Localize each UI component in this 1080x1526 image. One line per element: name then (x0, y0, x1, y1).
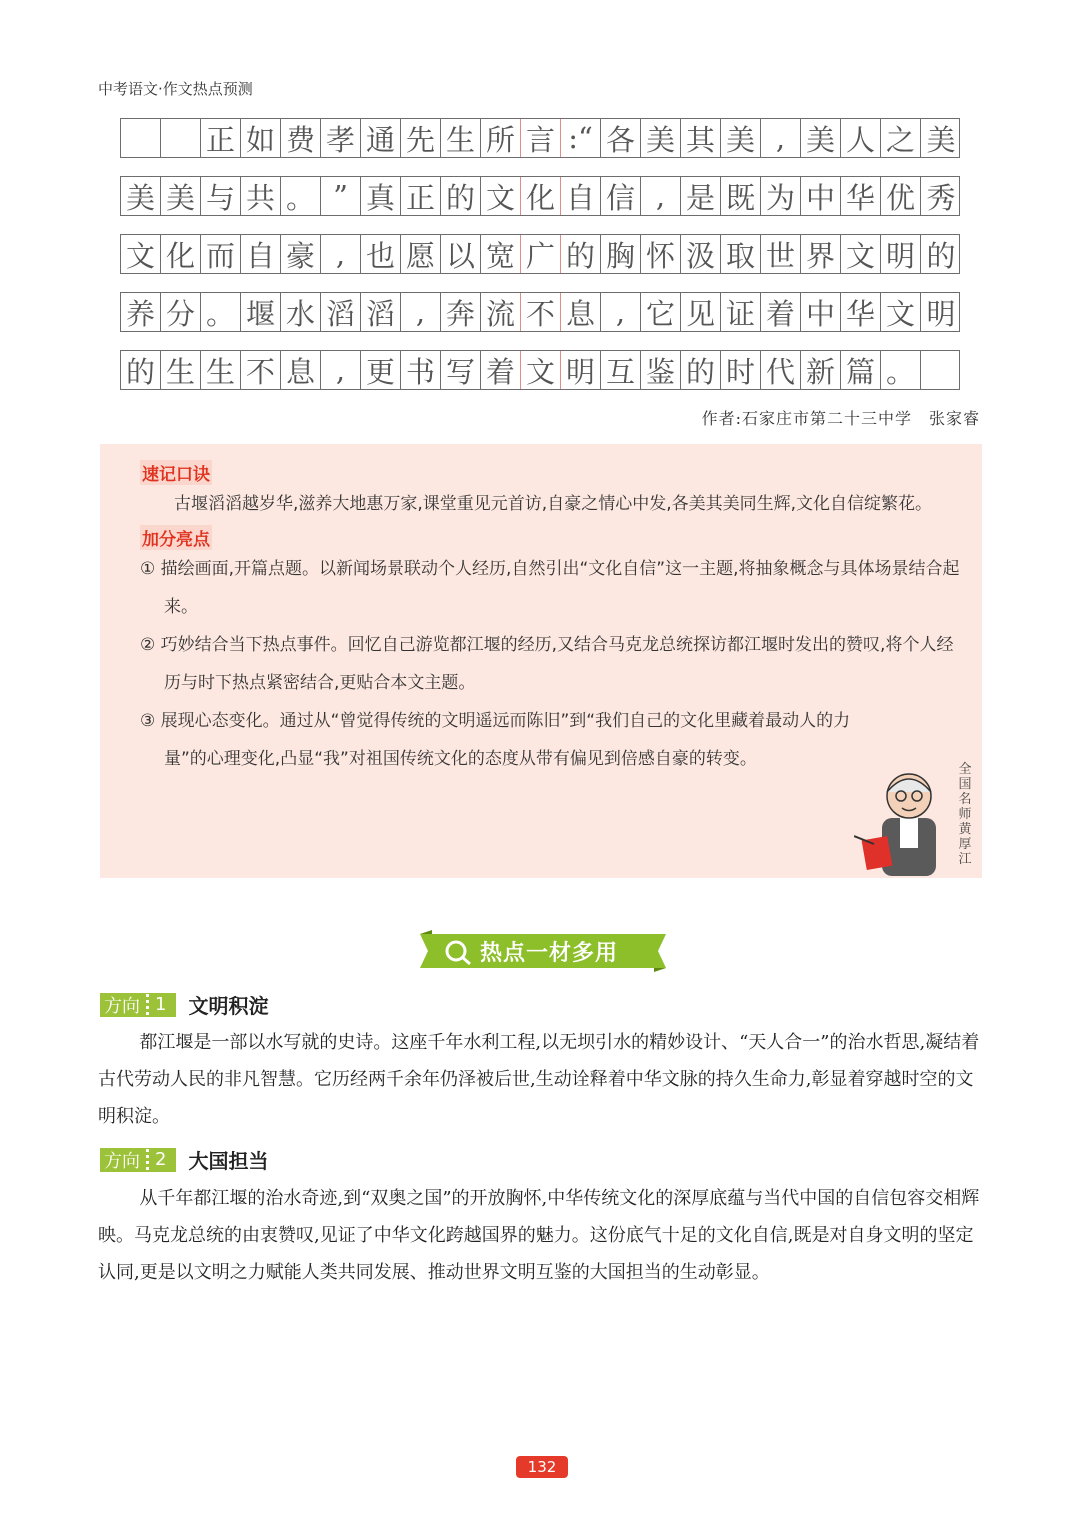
grid-cell: 费 (281, 119, 321, 157)
grid-cell: 人 (841, 119, 881, 157)
grid-cell: 是 (681, 177, 721, 215)
grid-cell: 其 (681, 119, 721, 157)
grid-cell: 证 (721, 293, 761, 331)
grid-cell: 而 (201, 235, 241, 273)
direction-2-title: 大国担当 (188, 1149, 269, 1173)
grid-cell: 共 (241, 177, 281, 215)
grid-cell: 明 (881, 235, 921, 273)
grid-cell: 堰 (241, 293, 281, 331)
grid-cell: 新 (801, 351, 841, 389)
grid-cell: 。 (201, 293, 241, 331)
grid-cell: 的 (121, 351, 161, 389)
grid-row (120, 176, 960, 216)
grid-cell: 优 (881, 177, 921, 215)
banner-title: 热点一材多用 (480, 941, 619, 966)
grid-cell: 美 (926, 122, 956, 157)
highlight-item-1: ① 描绘画面,开篇点题。以新闻场景联动个人经历,自然引出“文化自信”这一主题,将抽象概念与具体场景结合起来。 (140, 559, 960, 617)
grid-cell: , (601, 293, 641, 331)
teacher-illustration (854, 764, 964, 876)
grid-cell: 化 (521, 177, 561, 215)
grid-cell: 汲 (681, 235, 721, 273)
grid-cell: 水 (281, 293, 321, 331)
grid-cell: 既 (721, 177, 761, 215)
mnemonic-label: 速记口诀 (140, 460, 212, 485)
grid-cell: 息 (281, 351, 321, 389)
grid-cell: 正 (201, 119, 241, 157)
grid-cell: 的 (926, 238, 956, 273)
grid-cell: 生 (441, 119, 481, 157)
grid-cell: 宽 (481, 235, 521, 273)
grid-cell: 胸 (601, 235, 641, 273)
grid-cell: 时 (721, 351, 761, 389)
grid-cell: 正 (401, 177, 441, 215)
grid-cell: 。 (881, 351, 921, 389)
highlight-item-3: ③ 展现心态变化。通过从“曾觉得传统的文明遥远而陈旧”到“我们自己的文化里藏着最动人的力量”的心理变化,凸显“我”对祖国传统文化的态度从带有偏见到倍感自豪的转变。 (140, 711, 851, 769)
grid-cell: 文 (521, 351, 561, 389)
grid-cell: :“ (561, 119, 601, 157)
tips-box (100, 444, 982, 878)
grid-cell: 明 (561, 351, 601, 389)
grid-cell: 文 (121, 235, 161, 273)
direction-1-badge: 方向 1 (100, 993, 176, 1017)
author-line: 作者:石家庄市第二十三中学 张家睿 (701, 409, 980, 428)
grid-cell: , (641, 177, 681, 215)
grid-cell: 着 (761, 293, 801, 331)
grid-row (120, 350, 960, 390)
grid-cell: 秀 (926, 180, 956, 215)
grid-cell: 也 (361, 235, 401, 273)
grid-cell: 各 (601, 119, 641, 157)
grid-cell: 美 (641, 119, 681, 157)
grid-cell: , (761, 119, 801, 157)
direction-2-header (100, 1145, 268, 1174)
grid-cell: ” (321, 177, 361, 215)
grid-cell: 生 (161, 351, 201, 389)
direction-1-title: 文明积淀 (188, 994, 269, 1018)
grid-cell: 与 (201, 177, 241, 215)
grid-cell: 篇 (841, 351, 881, 389)
grid-cell: 文 (841, 235, 881, 273)
grid-cell: 的 (681, 351, 721, 389)
grid-cell: 养 (121, 293, 161, 331)
grid-cell: 不 (521, 293, 561, 331)
page-number: 132 (516, 1456, 568, 1478)
grid-cell: 更 (361, 351, 401, 389)
grid-cell: 之 (881, 119, 921, 157)
grid-cell: 见 (681, 293, 721, 331)
grid-cell: 美 (721, 119, 761, 157)
grid-cell: 所 (481, 119, 521, 157)
grid-cell: 中 (801, 293, 841, 331)
grid-cell: 怀 (641, 235, 681, 273)
direction-1-header (100, 990, 268, 1019)
grid-cell: 先 (401, 119, 441, 157)
grid-cell: 的 (561, 235, 601, 273)
grid-cell: 它 (641, 293, 681, 331)
highlights-label: 加分亮点 (140, 525, 212, 550)
grid-cell: 华 (841, 177, 881, 215)
manuscript-grid (120, 118, 960, 408)
mnemonic-text: 古堰滔滔越岁华,滋养大地惠万家,课堂重见元首访,自豪之情心中发,各美其美同生辉,文化自信绽繁花。 (174, 494, 933, 514)
grid-row (120, 292, 960, 332)
direction-2-badge: 方向 2 (100, 1148, 176, 1172)
grid-cell: , (401, 293, 441, 331)
grid-cell: 言 (521, 119, 561, 157)
grid-row (120, 118, 960, 158)
grid-cell: 自 (561, 177, 601, 215)
grid-cell: 鉴 (641, 351, 681, 389)
grid-cell: 美 (121, 177, 161, 215)
header-title: 中考语文·作文热点预测 (98, 80, 253, 98)
grid-cell: 愿 (401, 235, 441, 273)
grid-cell: 美 (801, 119, 841, 157)
grid-cell: 奔 (441, 293, 481, 331)
grid-cell: 真 (361, 177, 401, 215)
grid-cell: 生 (201, 351, 241, 389)
direction-1-text: 都江堰是一部以水写就的史诗。这座千年水利工程,以无坝引水的精妙设计、“天人合一”的治水哲思,凝结着古代劳动人民的非凡智慧。它历经两千余年仍泽被后世,生动诠释着中华文脉的持久生命力,彰显着穿越时空的文明积淀。 (98, 1032, 980, 1127)
grid-cell: 化 (161, 235, 201, 273)
grid-cell: 分 (161, 293, 201, 331)
grid-cell: 滔 (321, 293, 361, 331)
grid-cell: 明 (926, 296, 956, 331)
grid-cell: 互 (601, 351, 641, 389)
grid-cell: 孝 (321, 119, 361, 157)
grid-cell: 文 (481, 177, 521, 215)
grid-cell: 广 (521, 235, 561, 273)
grid-cell (161, 119, 201, 157)
grid-cell: 自 (241, 235, 281, 273)
grid-cell: 通 (361, 119, 401, 157)
grid-cell: 世 (761, 235, 801, 273)
grid-cell (921, 351, 961, 389)
grid-cell: , (321, 235, 361, 273)
grid-cell: 滔 (361, 293, 401, 331)
grid-cell: 信 (601, 177, 641, 215)
teacher-label: 全国名师黄厚江 (958, 762, 972, 867)
grid-cell: 写 (441, 351, 481, 389)
grid-cell: 流 (481, 293, 521, 331)
grid-cell: 如 (241, 119, 281, 157)
grid-cell: 不 (241, 351, 281, 389)
grid-cell: 华 (841, 293, 881, 331)
grid-cell: 中 (801, 177, 841, 215)
grid-cell: 着 (481, 351, 521, 389)
highlight-item-2: ② 巧妙结合当下热点事件。回忆自己游览都江堰的经历,又结合马克龙总统探访都江堰时发出的赞叹,将个人经历与时下热点紧密结合,更贴合本文主题。 (140, 635, 954, 693)
grid-cell: 豪 (281, 235, 321, 273)
grid-cell: 取 (721, 235, 761, 273)
grid-cell: 以 (441, 235, 481, 273)
grid-cell: 界 (801, 235, 841, 273)
grid-cell: 代 (761, 351, 801, 389)
grid-row (120, 234, 960, 274)
grid-cell: 美 (161, 177, 201, 215)
grid-cell: 为 (761, 177, 801, 215)
direction-2-text: 从千年都江堰的治水奇迹,到“双奥之国”的开放胸怀,中华传统文化的深厚底蕴与当代中国的自信包容交相辉映。马克龙总统的由衷赞叹,见证了中华文化跨越国界的魅力。这份底气十足的文化自信,既是对自身文明的坚定认同,更是以文明之力赋能人类共同发展、推动世界文明互鉴的大国担当的生动彰显。 (98, 1188, 980, 1283)
grid-cell: 的 (441, 177, 481, 215)
grid-cell: 文 (881, 293, 921, 331)
grid-cell: 息 (561, 293, 601, 331)
grid-cell: 书 (401, 351, 441, 389)
grid-cell: 。 (281, 177, 321, 215)
grid-cell (121, 119, 161, 157)
grid-cell: , (321, 351, 361, 389)
